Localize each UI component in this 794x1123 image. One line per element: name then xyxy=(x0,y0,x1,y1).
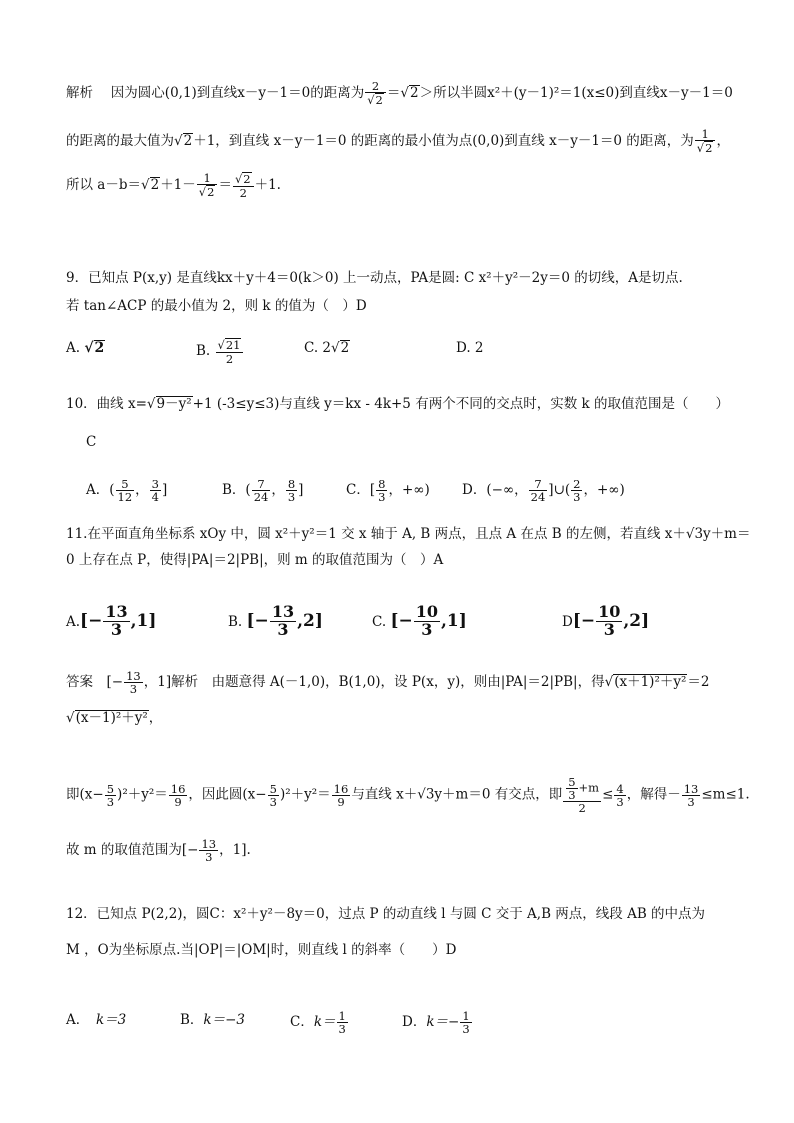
analysis-text: 的距离的最大值为 xyxy=(66,132,174,149)
q12-option-d: D．k＝− $\frac{1}{3}$ xyxy=(402,1009,470,1037)
option-letter: B. xyxy=(196,342,211,359)
q10-answer: C xyxy=(86,434,97,450)
analysis-text: ＋1，到直线 x－y－1＝0 的距离的最小值为点(0,0)到直线 x－y－1＝0 的距离，为 xyxy=(193,132,694,149)
q10-option-c: C．[ $\frac{8}{3}$ ，+∞) xyxy=(346,477,430,505)
bracket: ] xyxy=(162,482,168,499)
q11-option-a: A.[− $\frac{13}{3}$ ,1] xyxy=(66,602,157,639)
option-value: k＝−3 xyxy=(203,1012,246,1028)
option-letter: A．( xyxy=(86,482,115,499)
q9-line-1: 9．已知点 P(x,y) 是直线kx＋y＋4＝0(k＞0) 上一动点，PA是圆: C x²＋y²－2y＝0 的切线，A是切点. xyxy=(66,270,683,286)
fraction-2-over-sqrt2: $\frac{2}{√2}$ xyxy=(365,80,386,107)
q10-text: 10．曲线 x= xyxy=(66,396,147,412)
q11-option-b: B. [− $\frac{13}{3}$ ,2] xyxy=(228,602,323,639)
infinity: +∞) xyxy=(401,482,430,499)
q10-option-d: D．(−∞， $\frac{7}{24}$ ]∪( $\frac{2}{3}$ ，+∞) xyxy=(462,477,625,505)
option-letter: A. xyxy=(66,340,81,356)
answer11-line-2: √(x－1)²＋y²， xyxy=(66,710,163,726)
union: ]∪( xyxy=(548,482,571,499)
answer-text: ²＋y²＝ xyxy=(285,786,331,803)
analysis-text: 因为圆心(0,1)到直线x－y－1＝0的距离为 xyxy=(110,84,365,101)
q10-radicand: 9－y² xyxy=(156,396,192,412)
q11-option-c: C. [− $\frac{10}{3}$ ,1] xyxy=(372,602,467,639)
bracket: ] xyxy=(298,482,304,499)
q9-option-a: A. √2 xyxy=(66,340,105,356)
answer-text: 即 xyxy=(66,786,80,803)
analysis-text: ＝ xyxy=(386,84,401,101)
q9-option-b: B. $\frac{√21}{2}$ xyxy=(196,338,244,365)
analysis-text: ＝ xyxy=(218,176,232,193)
answer11-line-4: 故 m 的取值范围为[− $\frac{13}{3}$ ，1]. xyxy=(66,837,251,865)
answer-text: ≤m≤1. xyxy=(701,786,750,803)
answer11-line-1: 答案 [− $\frac{13}{3}$ ，1]解析 由题意得 A(－1,0)，B(1,0)，设 P(x，y)，则由|PA|＝2|PB|，得√(x＋1)²＋y²＝2 xyxy=(66,669,710,697)
option-value: k＝ xyxy=(313,1014,336,1031)
answer-text: ≤ xyxy=(602,786,614,803)
answer-radicand: (x＋1)²＋y² xyxy=(614,674,687,691)
analysis-text: ＞所以半圆x²＋(y－1)²＝1(x≤0)到直线x－y－1＝0 xyxy=(419,84,733,101)
answer-text: 故 m 的取值范围为 xyxy=(66,842,182,859)
answer-text: . xyxy=(246,842,251,859)
answer-text: ＝2 xyxy=(687,674,710,691)
answer11-line-3: 即(x− $\frac{5}{3}$ )²＋y²＝ $\frac{16}{9}$ ，因此圆(x− $\frac{5}{3}$ )²＋y²＝ $\frac{16}{9}$ 与直线 x＋√3y＋m＝0 有交点，即 $\frac{5}{3}$ +m 2 ≤ $\frac{4}{3}$ ，解得－ $\frac{13}{3}$ ≤m≤1. xyxy=(66,775,750,816)
option-letter: B．( xyxy=(222,482,251,499)
option-letter: D． xyxy=(402,1014,427,1031)
q9-option-d: D. 2 xyxy=(456,340,484,356)
option-letter: C．[ xyxy=(346,482,376,499)
answer-text: ， xyxy=(148,710,163,726)
analysis-text: ＋1. xyxy=(254,176,281,193)
option-letter: D．(−∞， xyxy=(462,482,528,499)
answer-text: 解析 由题意得 A(－1,0)，B(1,0)，设 P(x，y)，则由|PA|＝2|PB|，得 xyxy=(171,674,605,691)
q12-line-1: 12．已知点 P(2,2)，圆C：x²＋y²－8y＝0，过点 P 的动直线 l 与圆 C 交于 A,B 两点，线段 AB 的中点为 xyxy=(66,906,706,922)
option-letter: C． xyxy=(290,1014,314,1031)
analysis-text: 所以 a－b＝ xyxy=(66,176,141,193)
answer-radicand: (x－1)²＋y² xyxy=(75,710,148,726)
option-letter: C. xyxy=(372,613,387,630)
q10-line-1: 10．曲线 x=√9－y²+1 (-3≤y≤3)与直线 y＝kx - 4k+5 有两个不同的交点时，实数 k 的取值范围是（ ） xyxy=(66,396,729,412)
analysis-line-1: 解析 因为圆心(0,1)到直线x－y－1＝0的距离为 $\frac{2}{√2}$ ＝√2＞所以半圆x²＋(y－1)²＝1(x≤0)到直线x－y－1＝0 xyxy=(66,79,733,108)
option-value: k＝3 xyxy=(96,1012,127,1028)
q9-line-2: 若 tan∠ACP 的最小值为 2，则 k 的值为（ ）D xyxy=(66,298,367,314)
q10-option-b: B．( $\frac{7}{24}$ ， $\frac{8}{3}$ ] xyxy=(222,477,304,505)
option-letter: B． xyxy=(180,1012,204,1028)
infinity: +∞) xyxy=(596,482,625,499)
q12-line-2: M ，O为坐标原点.当|OP|＝|OM|时，则直线 l 的斜率（ ）D xyxy=(66,942,457,958)
q12-option-b xyxy=(180,1010,245,1030)
analysis-line-2: 的距离的最大值为√2＋1，到直线 x－y－1＝0 的距离的最小值为点(0,0)到直线 x－y－1＝0 的距离，为 $\frac{1}{√2}$ ， xyxy=(66,127,730,156)
q10-text: +1 (-3≤y≤3)与直线 y＝kx - 4k+5 有两个不同的交点时，实数 k 的取值范围是（ ） xyxy=(192,396,729,412)
answer-text: 与直线 x＋√3y＋m＝0 有交点，即 xyxy=(351,786,563,803)
answer-text: ，解得－ xyxy=(626,786,681,803)
option-letter: C. 2 xyxy=(304,340,332,356)
option-value: k＝− xyxy=(426,1014,460,1031)
option-letter: A. xyxy=(66,613,81,630)
answer-text: ²＋y²＝ xyxy=(122,786,168,803)
q9-option-c: C. 2√2 xyxy=(304,340,350,356)
option-letter: A． xyxy=(66,1012,83,1028)
q11-line-1: 11.在平面直角坐标系 xOy 中，圆 x²＋y²＝1 交 x 轴于 A, B 两点，且点 A 在点 B 的左侧，若直线 x＋√3y＋m＝ xyxy=(66,526,751,542)
fraction-sqrt2-over-2: $\frac{√2}{2}$ xyxy=(233,172,254,199)
analysis-label: 解析 xyxy=(66,84,93,101)
fraction-1-over-sqrt2: $\frac{1}{√2}$ xyxy=(695,128,716,155)
analysis-line-3: 所以 a－b＝√2＋1－ $\frac{1}{√2}$ ＝ $\frac{√2}{2}$ ＋1. xyxy=(66,171,281,200)
q11-line-2: 0 上存在点 P，使得|PA|＝2|PB|，则 m 的取值范围为（ ）A xyxy=(66,552,444,568)
fraction-1-over-sqrt2: $\frac{1}{√2}$ xyxy=(197,172,218,199)
q10-option-a: A．( $\frac{5}{12}$ ， $\frac{3}{4}$ ] xyxy=(86,477,168,505)
option-letter: D xyxy=(562,613,573,630)
option-letter: B. xyxy=(228,613,243,630)
q12-option-c: C．k＝ $\frac{1}{3}$ xyxy=(290,1009,346,1037)
answer-text: ，因此圆 xyxy=(188,786,243,803)
analysis-text: ＋1－ xyxy=(160,176,196,193)
q12-option-a xyxy=(66,1010,126,1030)
q11-option-d: D[− $\frac{10}{3}$ ,2] xyxy=(562,602,650,639)
answer-label: 答案 xyxy=(66,674,93,691)
